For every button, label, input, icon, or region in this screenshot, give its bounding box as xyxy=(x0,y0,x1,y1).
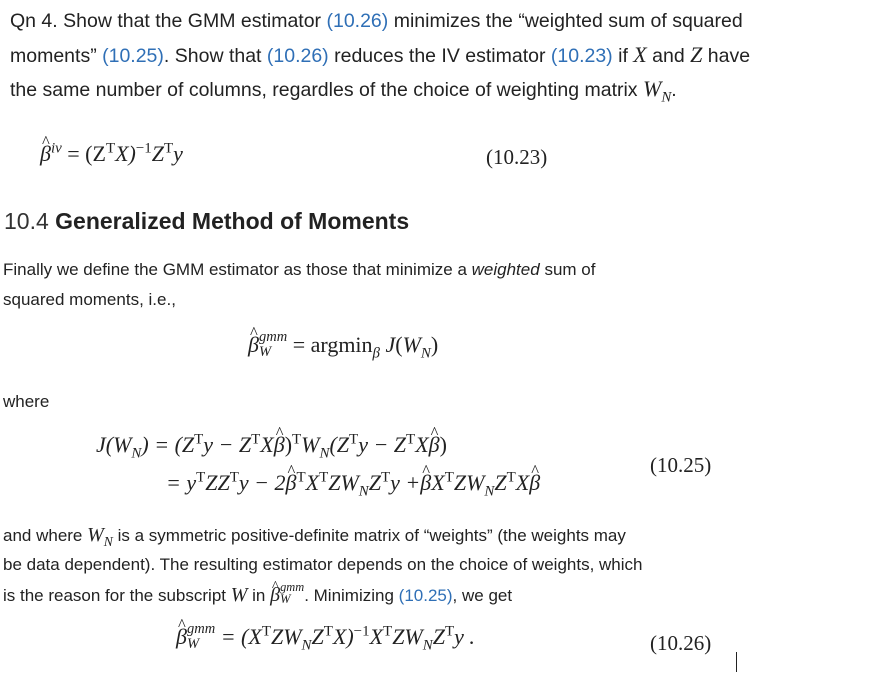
question-line-1 xyxy=(10,4,743,38)
transpose: T xyxy=(164,140,174,157)
equals-sign: = xyxy=(292,332,306,357)
eq-term: Z xyxy=(432,624,445,649)
paragraph-line xyxy=(3,580,512,611)
eq-term: y − 2 xyxy=(238,470,286,495)
eq-term: ) xyxy=(439,432,447,457)
para-text: is the reason for the subscript xyxy=(3,586,227,605)
beta-hat: ^ β xyxy=(40,141,51,167)
beta-hat: ^ β xyxy=(420,470,431,496)
transpose: T xyxy=(292,431,302,448)
beta-hat: ^ β xyxy=(270,580,280,610)
eq-sup-sub xyxy=(280,581,304,606)
eq-term: X xyxy=(305,470,320,495)
eq-paren: ( xyxy=(395,332,403,357)
transpose: T xyxy=(349,431,359,448)
eq-term: ZW xyxy=(270,624,302,649)
equation-10-23 xyxy=(40,141,183,167)
eq-term: X xyxy=(369,624,384,649)
text-cursor xyxy=(736,652,737,672)
math-var-w xyxy=(642,76,672,106)
transpose: T xyxy=(381,469,391,486)
inverse: −1 xyxy=(135,140,152,157)
section-heading xyxy=(4,208,409,235)
math-w: W xyxy=(642,76,662,101)
inline-beta-gmm xyxy=(270,580,305,607)
para-emphasis: weighted xyxy=(471,260,540,279)
eq-term: = (X xyxy=(220,624,262,649)
math-subscript: N xyxy=(358,483,369,500)
para-text: and where xyxy=(3,526,83,545)
transpose: T xyxy=(383,623,393,640)
beta-hat: ^ β xyxy=(248,332,259,358)
eq-term: = y xyxy=(166,470,197,495)
math-w-n xyxy=(87,524,113,549)
inverse: −1 xyxy=(353,623,370,640)
question-text: reduces the IV estimator xyxy=(334,45,546,67)
argmin-subscript: β xyxy=(372,345,380,362)
question-label: Qn 4. xyxy=(10,10,58,32)
math-w: W xyxy=(402,332,421,357)
argmin-operator: argmin xyxy=(310,332,373,357)
question-text: moments” xyxy=(10,45,97,67)
eq-term: X xyxy=(415,432,429,457)
paragraph-line: be data dependent). The resulting estimator depends on the choice of weights, which xyxy=(3,555,643,574)
para-text: Finally we define the GMM estimator as those that minimize a xyxy=(3,260,467,279)
question-text: . Show that xyxy=(163,45,262,67)
question-text: . xyxy=(671,79,677,101)
math-subscript: N xyxy=(319,445,330,462)
eq-term: y . xyxy=(454,624,475,649)
eq-superscript: iv xyxy=(50,140,62,157)
math-subscript: N xyxy=(301,637,312,654)
paragraph-line xyxy=(3,520,626,551)
eq-term: X xyxy=(260,432,274,457)
eq-term: X xyxy=(431,470,445,495)
question-text: if xyxy=(618,45,628,67)
transpose: T xyxy=(296,469,306,486)
transpose: T xyxy=(319,469,329,486)
equation-10-25-line-1 xyxy=(96,431,447,462)
question-line-3 xyxy=(10,72,677,107)
transpose: T xyxy=(444,469,454,486)
eq-superscript: gmm xyxy=(258,329,288,346)
objective-j: J xyxy=(385,332,396,357)
transpose: T xyxy=(506,469,516,486)
eq-term: Z xyxy=(494,470,507,495)
eq-term: Z xyxy=(368,470,382,495)
eq-term: Z xyxy=(151,141,165,166)
eq-subscript: W xyxy=(186,635,200,652)
eq-term: ) = (Z xyxy=(141,432,195,457)
transpose: T xyxy=(105,140,116,157)
ref-10-26-link[interactable]: (10.26) xyxy=(326,10,389,32)
equation-number-10-25: (10.25) xyxy=(650,453,712,477)
eq-term: (Z xyxy=(329,432,350,457)
eq-paren: ) xyxy=(430,332,439,357)
beta-hat: ^ β xyxy=(176,624,187,650)
eq-term: = (Z xyxy=(67,141,106,166)
ref-10-26-link[interactable]: (10.26) xyxy=(266,45,329,67)
transpose: T xyxy=(406,431,416,448)
eq-subscript: W xyxy=(280,592,291,607)
math-subscript: N xyxy=(103,534,113,549)
math-w: W xyxy=(230,584,248,606)
para-text: is a symmetric positive-definite matrix of “weights” (the weights may xyxy=(117,526,626,545)
eq-term: ZW xyxy=(392,624,423,649)
eq-term: X xyxy=(515,470,530,495)
eq-term: J xyxy=(96,432,106,457)
question-text: Show that the GMM estimator xyxy=(63,10,322,32)
beta-hat: ^ β xyxy=(286,470,297,496)
eq-term: X) xyxy=(332,624,354,649)
equation-number-10-23: (10.23) xyxy=(486,145,548,169)
eq-sup-sub xyxy=(187,622,215,651)
eq-term: W xyxy=(301,432,320,457)
question-line-2 xyxy=(10,38,750,73)
eq-term: ZW xyxy=(453,470,485,495)
question-text: minimizes the “weighted sum of squared xyxy=(393,10,743,32)
question-text: the same number of columns, regardles of the choice of weighting matrix xyxy=(10,79,638,101)
math-w: W xyxy=(87,524,104,546)
math-subscript: N xyxy=(484,483,495,500)
where-label: where xyxy=(3,392,50,411)
equation-10-25-line-2 xyxy=(166,469,541,500)
eq-term: X) xyxy=(115,141,136,166)
transpose: T xyxy=(196,469,206,486)
eq-term: ) xyxy=(284,432,293,457)
eq-superscript: gmm xyxy=(186,621,216,638)
beta-hat: ^ β xyxy=(529,470,540,496)
transpose: T xyxy=(261,623,271,640)
beta-hat: ^ β xyxy=(429,432,440,458)
equation-10-26 xyxy=(176,621,475,654)
math-subscript: N xyxy=(661,89,672,106)
ref-10-23-link[interactable]: (10.23) xyxy=(550,45,613,67)
eq-term: y − Z xyxy=(358,432,407,457)
question-text: have xyxy=(707,45,751,67)
transpose: T xyxy=(444,623,455,640)
para-text: , we get xyxy=(452,586,513,605)
eq-term: (W xyxy=(105,432,132,457)
transpose: T xyxy=(194,431,204,448)
math-subscript: N xyxy=(131,445,142,462)
math-subscript: N xyxy=(420,345,431,362)
eq-superscript: gmm xyxy=(280,580,305,594)
transpose: T xyxy=(251,431,261,448)
math-var-x: X xyxy=(633,42,647,67)
paragraph-line xyxy=(3,255,595,285)
eq-term: y − Z xyxy=(203,432,252,457)
section-title: Generalized Method of Moments xyxy=(55,208,410,234)
transpose: T xyxy=(323,623,333,640)
beta-hat: ^ β xyxy=(274,432,285,458)
eq-term: y + xyxy=(390,470,421,495)
para-text: . Minimizing xyxy=(304,586,394,605)
section-number: 10.4 xyxy=(4,208,49,234)
equation-number-10-26: (10.26) xyxy=(650,631,712,655)
paragraph-line: squared moments, i.e., xyxy=(3,290,176,309)
math-subscript: N xyxy=(422,637,433,654)
eq-term: y xyxy=(173,141,183,166)
eq-term: ZZ xyxy=(205,470,230,495)
question-text: and xyxy=(652,45,685,67)
ref-10-25-link[interactable]: (10.25) xyxy=(102,45,164,67)
transpose: T xyxy=(229,469,239,486)
math-var-z: Z xyxy=(690,42,703,67)
eq-term: Z xyxy=(311,624,324,649)
ref-10-25-link[interactable]: (10.25) xyxy=(398,586,453,605)
para-text: sum of xyxy=(544,260,596,279)
para-text: in xyxy=(252,586,266,605)
equation-gmm-definition xyxy=(248,329,439,362)
eq-term: ZW xyxy=(328,470,359,495)
eq-sup-sub xyxy=(259,330,287,359)
eq-subscript: W xyxy=(258,343,272,360)
